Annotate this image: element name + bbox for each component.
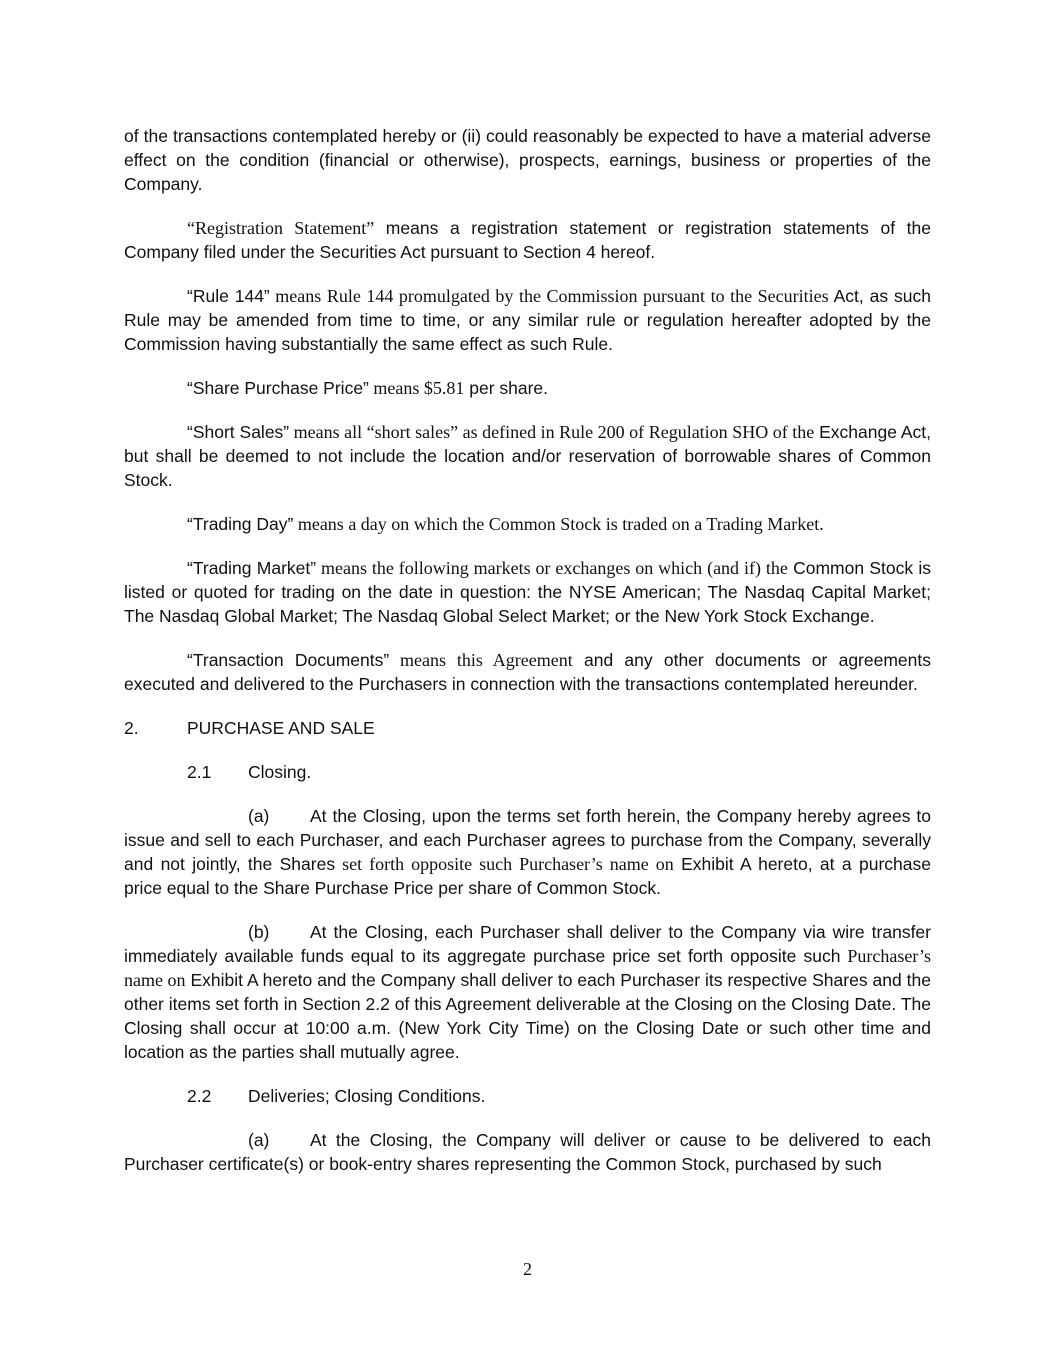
definition-text-serif: means all “short sales” as defined in Rule 200 of Regulation SHO of the bbox=[289, 422, 815, 442]
paragraph-2-2-a bbox=[124, 1128, 931, 1176]
subsection-title: Closing. bbox=[248, 762, 312, 782]
definition-text-serif: means the following markets or exchanges on which (and if) the bbox=[316, 558, 788, 578]
definition-transaction-documents bbox=[124, 648, 931, 696]
definition-text-serif: means a day on which the Common Stock is traded on a Trading Market. bbox=[293, 514, 824, 534]
subsection-title: Deliveries; Closing Conditions. bbox=[248, 1086, 486, 1106]
definition-term: “Trading Market” bbox=[187, 558, 317, 578]
paragraph-text: At the Closing, each Purchaser shall deliver to the Company via wire transfer immediately available funds equal to its aggregate purchase price set forth opposite such bbox=[124, 922, 931, 966]
paragraph-continuation bbox=[124, 124, 931, 196]
paragraph-marker: (a) bbox=[248, 1130, 270, 1150]
definition-share-purchase-price bbox=[124, 376, 931, 400]
definition-text: per share. bbox=[464, 378, 549, 398]
definition-text: Exchange Act, but shall be deemed to not include the location and/or reservation of borrowable shares of Common Stock. bbox=[124, 422, 931, 490]
paragraph-text: of the transactions contemplated hereby or (ii) could reasonably be expected to have a material adverse effect on the condition (financial or otherwise), prospects, earnings, business or properties of the Company. bbox=[124, 126, 931, 194]
paragraph-marker: (b) bbox=[248, 922, 270, 942]
definition-term: “Transaction Documents” bbox=[187, 650, 390, 670]
section-number: 2. bbox=[124, 718, 139, 738]
paragraph-2-1-a bbox=[124, 804, 931, 900]
paragraph-text-serif: Purchaser’s name on bbox=[124, 946, 931, 990]
definition-trading-market bbox=[124, 556, 931, 628]
definition-text-serif: means Rule 144 promulgated by the Commission pursuant to the Securities bbox=[269, 286, 829, 306]
definition-rule-144 bbox=[124, 284, 931, 356]
definition-short-sales bbox=[124, 420, 931, 492]
definition-term: “Registration Statement” bbox=[187, 218, 375, 238]
definition-text: means a registration statement or registration statements of the Company filed under the Securities Act pursuant to Section 4 hereof. bbox=[124, 218, 932, 262]
subsection-number: 2.1 bbox=[187, 762, 212, 782]
definition-term: “Rule 144” bbox=[187, 286, 270, 306]
definition-text: and any other documents or agreements executed and delivered to the Purchasers in connection with the transactions contemplated hereunder. bbox=[124, 650, 931, 694]
definition-text-serif: means this Agreement bbox=[389, 650, 573, 670]
section-title: PURCHASE AND SALE bbox=[187, 718, 375, 738]
document-body bbox=[124, 124, 931, 1196]
paragraph-text: At the Closing, upon the terms set forth herein, the Company hereby agrees to issue and sell to each Purchaser, and each Purchaser agrees to purchase from the Company, severally and not jointly, the Shares bbox=[124, 806, 931, 874]
subsection-number: 2.2 bbox=[187, 1086, 212, 1106]
paragraph-text: Exhibit A hereto and the Company shall deliver to each Purchaser its respective Shares and the other items set forth in Section 2.2 of this Agreement deliverable at the Closing on the Closing Date. The Closing shall occur at 10:00 a.m. (New York City Time) on the Closing Date or such other time and location as the parties shall mutually agree. bbox=[124, 970, 931, 1062]
section-heading-2 bbox=[124, 716, 931, 740]
paragraph-2-1-b bbox=[124, 920, 931, 1064]
definition-term: “Short Sales” bbox=[187, 422, 290, 442]
section-heading-2-1 bbox=[124, 760, 931, 784]
definition-term: “Share Purchase Price” bbox=[187, 378, 369, 398]
definition-text-serif: means $5.81 bbox=[368, 378, 465, 398]
paragraph-marker: (a) bbox=[248, 806, 270, 826]
definition-term: “Trading Day” bbox=[187, 514, 294, 534]
paragraph-text: At the Closing, the Company will deliver or cause to be delivered to each Purchaser certificate(s) or book-entry shares representing the Common Stock, purchased by such bbox=[124, 1130, 931, 1174]
definition-text: Common Stock is listed or quoted for trading on the date in question: the NYSE American; The Nasdaq Capital Market; The Nasdaq Global Market; The Nasdaq Global Select Market; or the New York Stock Exchange. bbox=[124, 558, 932, 626]
paragraph-text-serif: set forth opposite such Purchaser’s name on bbox=[335, 854, 674, 874]
page-number: 2 bbox=[523, 1259, 532, 1279]
definition-registration-statement bbox=[124, 216, 931, 264]
definition-text: Act, as such Rule may be amended from time to time, or any similar rule or regulation hereafter adopted by the Commission having substantially the same effect as such Rule. bbox=[124, 286, 931, 354]
section-heading-2-2 bbox=[124, 1084, 931, 1108]
paragraph-text: Exhibit A hereto, at a purchase price equal to the Share Purchase Price per share of Common Stock. bbox=[124, 854, 931, 898]
definition-trading-day bbox=[124, 512, 931, 536]
